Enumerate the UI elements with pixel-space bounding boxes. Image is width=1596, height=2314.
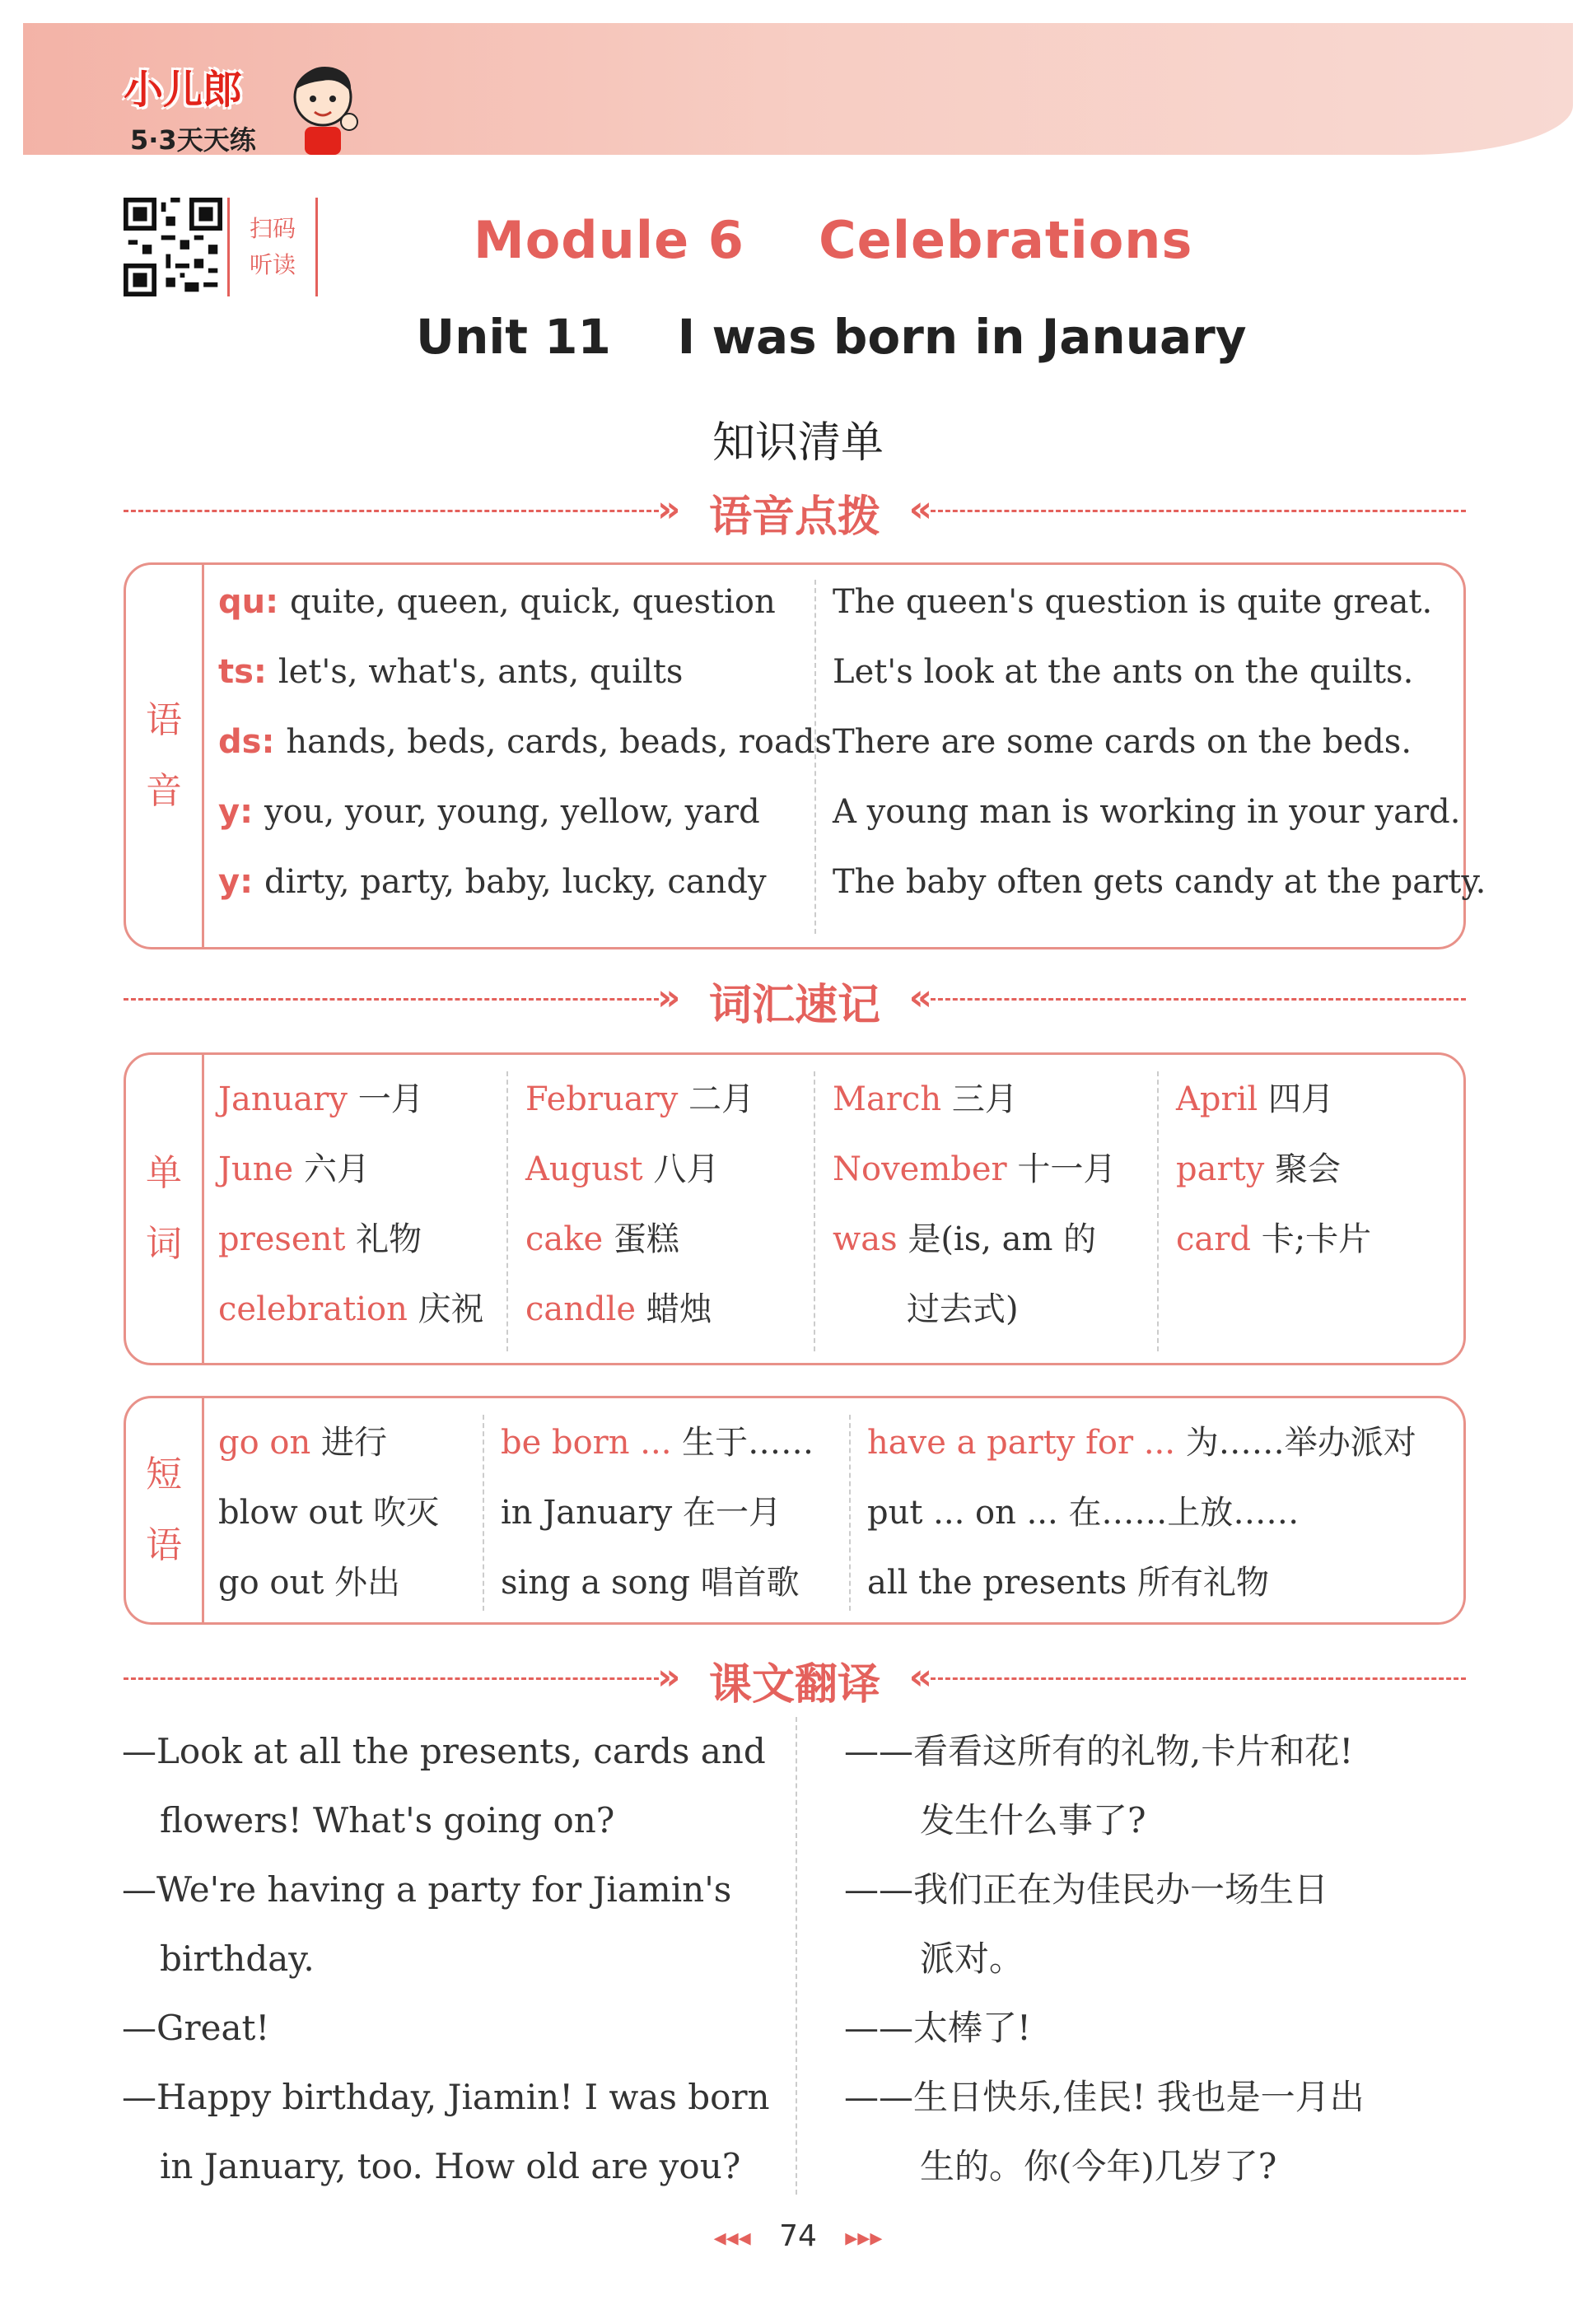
word-en: card — [1176, 1220, 1262, 1258]
phrase-en: have a party for ... — [867, 1424, 1186, 1462]
phrase-zh: 为……举办派对 — [1185, 1424, 1416, 1462]
phrase-zh: 唱首歌 — [700, 1564, 800, 1602]
phrase-en: in January — [501, 1494, 683, 1532]
page-number: 74 — [779, 2219, 817, 2253]
phonics-row-sentence: The queen's question is quite great. — [833, 583, 1433, 621]
word-entry — [1176, 1143, 1341, 1190]
phonics-row-sentence: A young man is working in your yard. — [833, 793, 1461, 831]
translation-line-en: —Happy birthday, Jiamin! I was born — [122, 2077, 770, 2117]
phonics-row-words — [218, 723, 832, 761]
phonics-row-words — [218, 653, 683, 691]
word-entry — [525, 1283, 712, 1330]
section-header-translation — [124, 1649, 1466, 1710]
word-entry — [218, 1213, 422, 1260]
word-en: party — [1176, 1150, 1275, 1188]
phrase-en: put ... on ... — [867, 1494, 1069, 1532]
phonics-words: let's, what's, ants, quilts — [278, 653, 684, 691]
word-zh: 六月 — [303, 1150, 370, 1188]
section-title-vocab: 词汇速记 — [708, 981, 880, 1030]
chevron-right-icon: » — [657, 1656, 681, 1698]
translation-english — [122, 1717, 770, 2201]
word-en: August — [525, 1150, 654, 1188]
phrase-zh: 所有礼物 — [1137, 1564, 1270, 1602]
phrase-zh: 吹灭 — [373, 1494, 440, 1532]
words-label — [126, 1055, 204, 1363]
phonics-label — [126, 565, 204, 947]
word-zh: 庆祝 — [418, 1290, 484, 1328]
phrase-en: all the presents — [867, 1564, 1138, 1602]
translation-line-en: birthday. — [160, 1938, 315, 1979]
word-entry — [1176, 1213, 1371, 1260]
phonics-key: qu: — [218, 583, 291, 621]
phrase-en: blow out — [218, 1494, 374, 1532]
word-en: celebration — [218, 1290, 418, 1328]
phrase-entry — [501, 1556, 800, 1603]
phrase-en: go out — [218, 1564, 335, 1602]
phonics-key: y: — [218, 863, 264, 901]
phrases-label-2: 语 — [146, 1524, 182, 1566]
knowledge-list-heading: 知识清单 — [712, 418, 884, 468]
translation-line-zh: 发生什么事了? — [920, 1800, 1146, 1840]
word-zh: 四月 — [1267, 1080, 1334, 1118]
chevron-left-icon: « — [908, 1656, 932, 1698]
phrase-entry — [867, 1556, 1269, 1603]
phonics-words: quite, queen, quick, question — [290, 583, 776, 621]
word-entry — [218, 1073, 424, 1120]
phrase-entry — [218, 1486, 439, 1533]
phonics-row-words — [218, 583, 776, 621]
word-entry — [833, 1073, 1018, 1120]
section-header-phonics — [124, 482, 1466, 542]
word-en: February — [525, 1080, 689, 1118]
word-zh: 一月 — [357, 1080, 424, 1118]
phrase-zh: 生于…… — [682, 1424, 814, 1462]
chevron-left-icon: « — [908, 488, 932, 530]
module-title: Module 6 Celebrations — [474, 210, 1193, 270]
word-zh: 礼物 — [356, 1220, 422, 1258]
translation-line-en: in January, too. How old are you? — [160, 2146, 741, 2186]
phrase-zh: 外出 — [334, 1564, 401, 1602]
word-entry — [525, 1213, 679, 1260]
words-box — [124, 1052, 1466, 1365]
word-zh: 是(is, am 的 — [908, 1220, 1097, 1258]
section-header-vocab — [124, 970, 1466, 1028]
words-label-2: 词 — [146, 1223, 182, 1265]
translation-divider — [796, 1717, 797, 2195]
translation-line-zh: 生的。你(今年)几岁了? — [920, 2146, 1277, 2186]
translation-line-en: —Great! — [122, 2008, 270, 2048]
word-zh: 聚会 — [1274, 1150, 1341, 1188]
phrase-en: be born ... — [501, 1424, 683, 1462]
word-entry — [218, 1283, 484, 1330]
prev-page-icon[interactable]: ◂◂◂ — [713, 2223, 751, 2252]
word-entry — [833, 1143, 1116, 1190]
phonics-row-sentence: There are some cards on the beds. — [833, 723, 1412, 761]
phrase-entry — [501, 1486, 782, 1533]
word-en: April — [1176, 1080, 1268, 1118]
word-zh: 过去式) — [907, 1290, 1019, 1328]
translation-line-en: —We're having a party for Jiamin's — [122, 1869, 732, 1910]
word-zh: 蛋糕 — [613, 1220, 679, 1258]
phrase-zh: 进行 — [320, 1424, 387, 1462]
scan-to-listen-button[interactable] — [227, 198, 318, 296]
listen-label: 听读 — [249, 251, 296, 278]
phonics-words: you, your, young, yellow, yard — [264, 793, 760, 831]
phonics-key: y: — [218, 793, 264, 831]
word-zh: 三月 — [951, 1080, 1018, 1118]
phonics-words: hands, beds, cards, beads, roads — [286, 723, 832, 761]
chevron-right-icon: » — [657, 977, 681, 1019]
phrase-entry — [867, 1416, 1416, 1463]
phonics-words: dirty, party, baby, lucky, candy — [264, 863, 767, 901]
phrase-zh: 在……上放…… — [1068, 1494, 1300, 1532]
word-en: candle — [525, 1290, 646, 1328]
phonics-row-sentence: Let's look at the ants on the quilts. — [833, 653, 1414, 691]
translation-line-en: flowers! What's going on? — [160, 1800, 615, 1840]
phrase-zh: 在一月 — [682, 1494, 782, 1532]
word-entry — [218, 1143, 370, 1190]
translation-line-zh: ——看看这所有的礼物,卡片和花! — [844, 1731, 1354, 1771]
word-entry — [525, 1073, 754, 1120]
translation-line-en: —Look at all the presents, cards and — [122, 1731, 766, 1771]
word-en: November — [833, 1150, 1018, 1188]
word-en: June — [218, 1150, 304, 1188]
chevron-left-icon: « — [908, 977, 932, 1019]
next-page-icon[interactable]: ▸▸▸ — [845, 2223, 883, 2252]
words-label-1: 单 — [146, 1152, 182, 1194]
word-entry — [1176, 1073, 1334, 1120]
phrases-box — [124, 1396, 1466, 1625]
word-en: present — [218, 1220, 357, 1258]
phonics-box — [124, 562, 1486, 949]
word-en: was — [833, 1220, 908, 1258]
word-zh: 八月 — [653, 1150, 720, 1188]
word-entry — [833, 1213, 1096, 1260]
phonics-key: ts: — [218, 653, 278, 691]
word-en: March — [833, 1080, 952, 1118]
word-zh: 卡;卡片 — [1261, 1220, 1372, 1258]
unit-title: Unit 11 I was born in January — [416, 309, 1247, 365]
page-footer — [0, 2219, 1596, 2253]
mascot-icon — [282, 58, 364, 156]
phrases-label-1: 短 — [146, 1453, 182, 1495]
phonics-row-words — [218, 793, 760, 831]
word-zh: 二月 — [688, 1080, 755, 1118]
phonics-label-1: 语 — [146, 699, 182, 741]
qr-code-icon[interactable] — [124, 198, 222, 296]
word-entry — [907, 1283, 1019, 1330]
phonics-row-words — [218, 863, 767, 901]
scan-label: 扫码 — [249, 215, 296, 242]
translation-line-zh: ——太棒了! — [844, 2008, 1031, 2048]
word-en: cake — [525, 1220, 614, 1258]
brand-logo: 小儿郎 — [124, 67, 243, 113]
phrase-entry — [218, 1556, 400, 1603]
translation-line-zh: 派对。 — [920, 1938, 1024, 1979]
word-zh: 十一月 — [1017, 1150, 1117, 1188]
phrases-label — [126, 1398, 204, 1622]
translation-line-zh: ——生日快乐,佳民! 我也是一月出 — [844, 2077, 1365, 2117]
phrase-entry — [218, 1416, 387, 1463]
phrase-entry — [501, 1416, 814, 1463]
phrase-entry — [867, 1486, 1299, 1533]
translation-chinese — [844, 1717, 1365, 2201]
word-en: January — [218, 1080, 358, 1118]
brand-subtitle: 5·3天天练 — [130, 124, 256, 156]
section-title-translation: 课文翻译 — [708, 1660, 880, 1710]
phonics-row-sentence: The baby often gets candy at the party. — [833, 863, 1486, 901]
phonics-label-2: 音 — [146, 770, 182, 812]
word-zh: 蜡烛 — [646, 1290, 712, 1328]
translation-line-zh: ——我们正在为佳民办一场生日 — [844, 1869, 1329, 1910]
chevron-right-icon: » — [657, 488, 681, 530]
phonics-key: ds: — [218, 723, 287, 761]
phrase-en: go on — [218, 1424, 321, 1462]
section-title-phonics: 语音点拨 — [708, 492, 880, 542]
word-entry — [525, 1143, 719, 1190]
phrase-en: sing a song — [501, 1564, 701, 1602]
